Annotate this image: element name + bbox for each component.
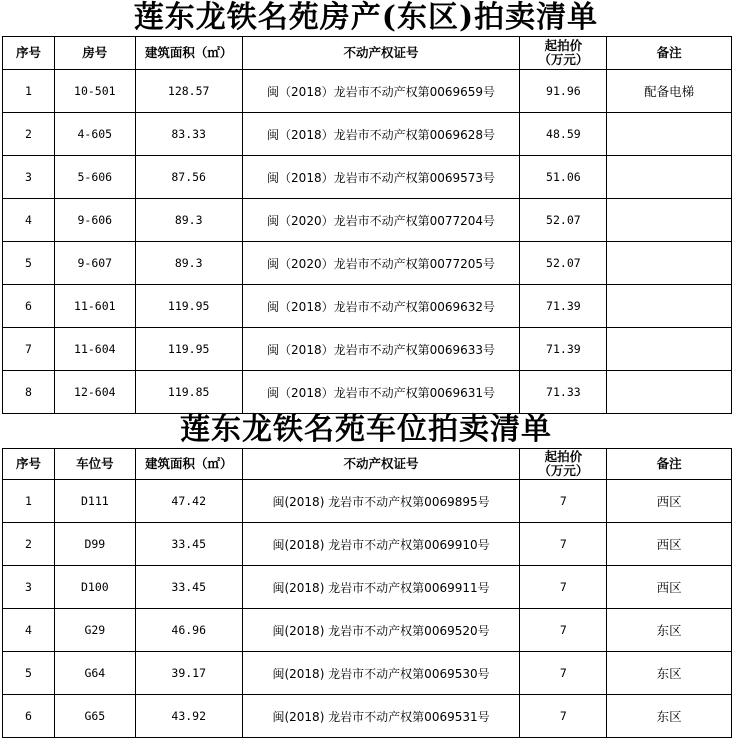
cell-spot: D100 [54, 566, 135, 609]
cell-cert: 闽(2018) 龙岩市不动产权第0069911号 [242, 566, 520, 609]
cell-area: 33.45 [135, 523, 242, 566]
cell-area: 89.3 [135, 242, 242, 285]
header-price [520, 37, 607, 70]
cell-seq: 2 [3, 523, 55, 566]
cell-seq: 8 [3, 371, 55, 414]
cell-note: 东区 [607, 652, 732, 695]
cell-cert: 闽（2018）龙岩市不动产权第0069631号 [242, 371, 520, 414]
table-row [3, 566, 732, 609]
cell-room: 9-607 [54, 242, 135, 285]
cell-price: 71.39 [520, 328, 607, 371]
cell-price: 91.96 [520, 70, 607, 113]
cell-note: 东区 [607, 609, 732, 652]
header-note: 备注 [607, 449, 732, 480]
header-cert: 不动产权证号 [242, 37, 520, 70]
cell-cert: 闽(2018) 龙岩市不动产权第0069895号 [242, 480, 520, 523]
header-area: 建筑面积（㎡） [135, 37, 242, 70]
header-price-line2: （万元） [538, 463, 589, 478]
house-auction-table [2, 36, 732, 414]
cell-seq: 6 [3, 695, 55, 738]
header-cert: 不动产权证号 [242, 449, 520, 480]
cell-note [607, 199, 732, 242]
cell-seq: 1 [3, 480, 55, 523]
cell-cert: 闽(2018) 龙岩市不动产权第0069531号 [242, 695, 520, 738]
table-row [3, 371, 732, 414]
table-row [3, 523, 732, 566]
cell-price: 7 [520, 609, 607, 652]
cell-spot: G65 [54, 695, 135, 738]
table-row [3, 328, 732, 371]
cell-room: 9-606 [54, 199, 135, 242]
cell-spot: G64 [54, 652, 135, 695]
cell-seq: 6 [3, 285, 55, 328]
table-row [3, 70, 732, 113]
cell-cert: 闽（2020）龙岩市不动产权第0077204号 [242, 199, 520, 242]
cell-area: 47.42 [135, 480, 242, 523]
header-spot: 车位号 [54, 449, 135, 480]
cell-area: 87.56 [135, 156, 242, 199]
parking-auction-title: 莲东龙铁名苑车位拍卖清单 [180, 412, 552, 447]
cell-room: 11-601 [54, 285, 135, 328]
cell-cert: 闽（2018）龙岩市不动产权第0069633号 [242, 328, 520, 371]
cell-price: 71.39 [520, 285, 607, 328]
header-price-line2: （万元） [538, 52, 589, 67]
cell-note [607, 113, 732, 156]
table-row [3, 480, 732, 523]
cell-cert: 闽（2018）龙岩市不动产权第0069573号 [242, 156, 520, 199]
cell-area: 33.45 [135, 566, 242, 609]
cell-spot: G29 [54, 609, 135, 652]
cell-area: 119.85 [135, 371, 242, 414]
header-seq: 序号 [3, 37, 55, 70]
cell-price: 52.07 [520, 242, 607, 285]
header-room: 房号 [54, 37, 135, 70]
cell-note: 东区 [607, 695, 732, 738]
cell-area: 89.3 [135, 199, 242, 242]
header-price-line1: 起拍价 [544, 38, 583, 53]
cell-price: 71.33 [520, 371, 607, 414]
cell-room: 4-605 [54, 113, 135, 156]
cell-cert: 闽（2018）龙岩市不动产权第0069632号 [242, 285, 520, 328]
house-table-header [3, 37, 732, 70]
cell-price: 48.59 [520, 113, 607, 156]
cell-price: 7 [520, 695, 607, 738]
cell-note: 西区 [607, 523, 732, 566]
cell-area: 43.92 [135, 695, 242, 738]
cell-note [607, 328, 732, 371]
cell-price: 7 [520, 652, 607, 695]
cell-price: 7 [520, 480, 607, 523]
table-row [3, 199, 732, 242]
header-note: 备注 [607, 37, 732, 70]
cell-cert: 闽（2020）龙岩市不动产权第0077205号 [242, 242, 520, 285]
parking-auction-table [2, 448, 732, 738]
table-row [3, 113, 732, 156]
cell-room: 12-604 [54, 371, 135, 414]
cell-price: 52.07 [520, 199, 607, 242]
cell-cert: 闽(2018) 龙岩市不动产权第0069910号 [242, 523, 520, 566]
cell-price: 7 [520, 523, 607, 566]
table-row [3, 652, 732, 695]
cell-seq: 5 [3, 652, 55, 695]
cell-note: 配备电梯 [607, 70, 732, 113]
cell-note [607, 371, 732, 414]
header-price [520, 449, 607, 480]
header-seq: 序号 [3, 449, 55, 480]
parking-table-header [3, 449, 732, 480]
cell-area: 46.96 [135, 609, 242, 652]
cell-seq: 3 [3, 566, 55, 609]
cell-cert: 闽（2018）龙岩市不动产权第0069659号 [242, 70, 520, 113]
cell-spot: D99 [54, 523, 135, 566]
cell-note: 西区 [607, 480, 732, 523]
header-area: 建筑面积（㎡） [135, 449, 242, 480]
cell-note [607, 242, 732, 285]
cell-price: 7 [520, 566, 607, 609]
cell-seq: 3 [3, 156, 55, 199]
cell-area: 39.17 [135, 652, 242, 695]
cell-seq: 4 [3, 199, 55, 242]
cell-seq: 7 [3, 328, 55, 371]
cell-cert: 闽（2018）龙岩市不动产权第0069628号 [242, 113, 520, 156]
cell-seq: 1 [3, 70, 55, 113]
cell-note [607, 285, 732, 328]
cell-price: 51.06 [520, 156, 607, 199]
cell-spot: D111 [54, 480, 135, 523]
cell-seq: 5 [3, 242, 55, 285]
header-price-line1: 起拍价 [544, 449, 583, 464]
cell-room: 11-604 [54, 328, 135, 371]
cell-cert: 闽(2018) 龙岩市不动产权第0069520号 [242, 609, 520, 652]
table-row [3, 609, 732, 652]
cell-note [607, 156, 732, 199]
cell-area: 128.57 [135, 70, 242, 113]
table-row [3, 695, 732, 738]
cell-seq: 2 [3, 113, 55, 156]
cell-area: 119.95 [135, 285, 242, 328]
cell-room: 10-501 [54, 70, 135, 113]
cell-note: 西区 [607, 566, 732, 609]
cell-cert: 闽(2018) 龙岩市不动产权第0069530号 [242, 652, 520, 695]
cell-room: 5-606 [54, 156, 135, 199]
house-auction-title: 莲东龙铁名苑房产(东区)拍卖清单 [133, 0, 599, 35]
cell-area: 83.33 [135, 113, 242, 156]
table-row [3, 285, 732, 328]
cell-area: 119.95 [135, 328, 242, 371]
table-row [3, 156, 732, 199]
table-row [3, 242, 732, 285]
cell-seq: 4 [3, 609, 55, 652]
